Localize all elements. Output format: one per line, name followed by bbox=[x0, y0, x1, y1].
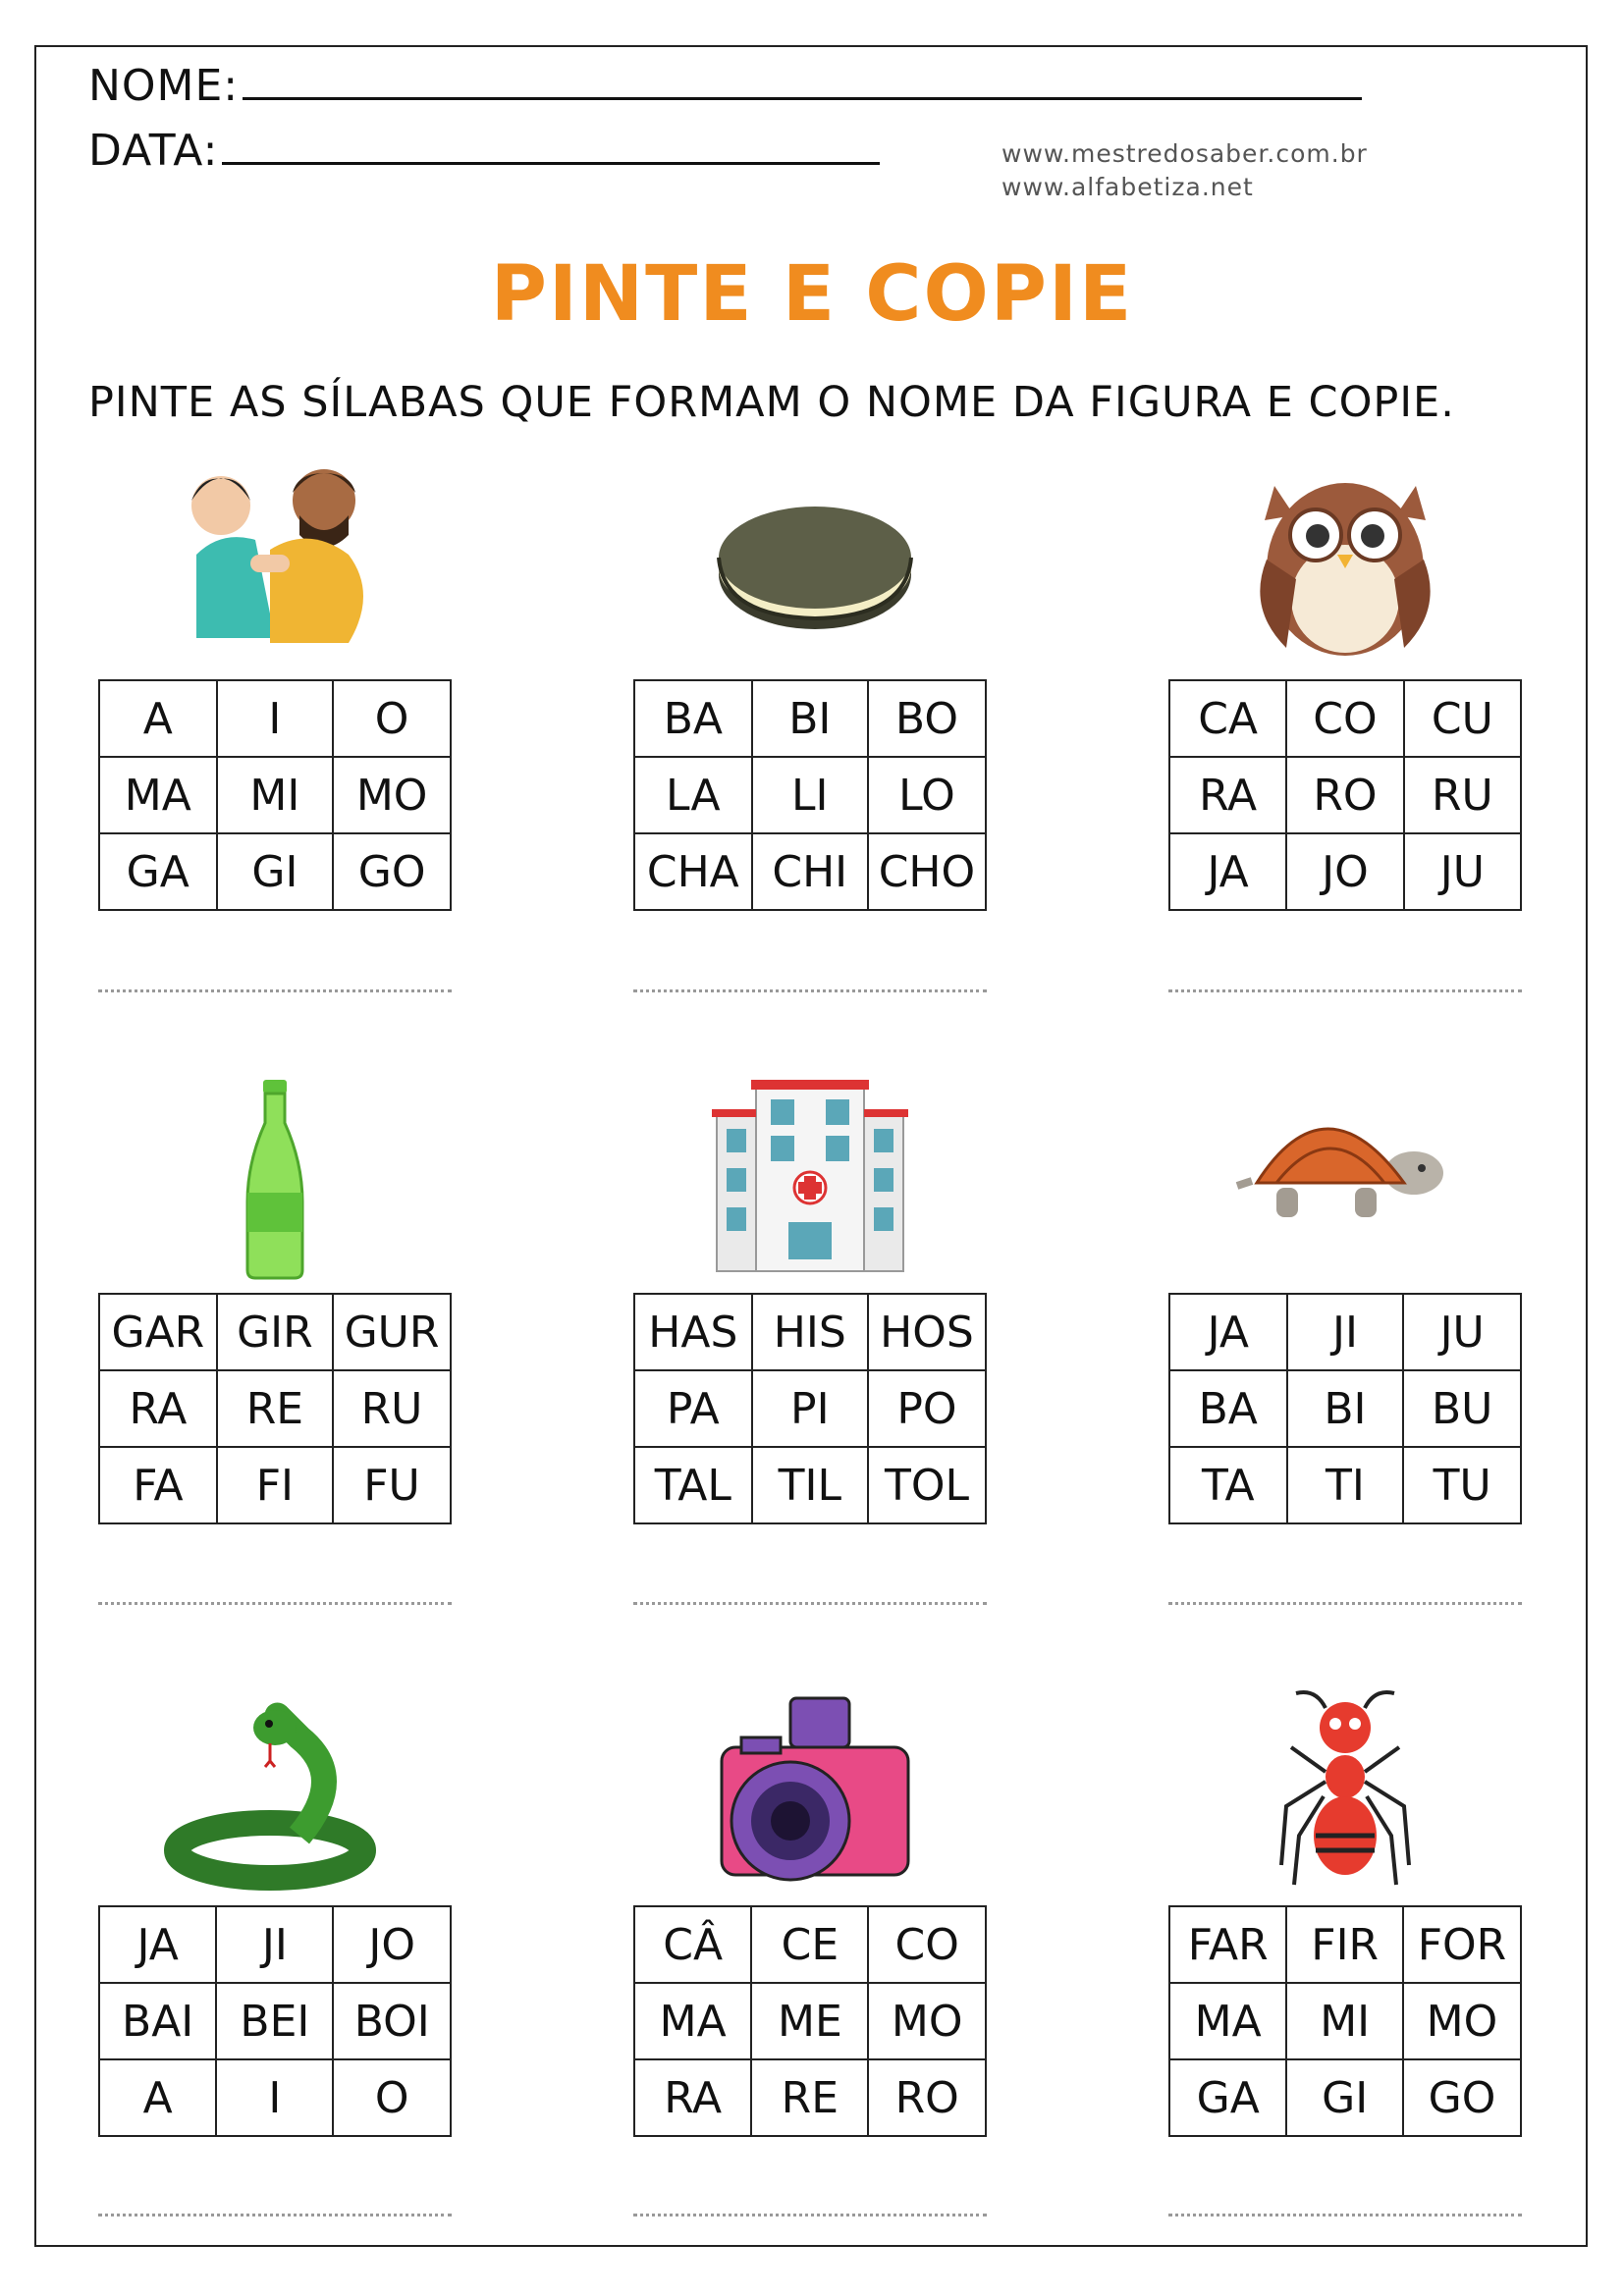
syllable-cell[interactable]: I bbox=[216, 2059, 333, 2136]
syllable-cell[interactable]: JU bbox=[1403, 1294, 1521, 1370]
syllable-grid-2 bbox=[633, 679, 987, 911]
syllable-cell[interactable]: JO bbox=[1286, 833, 1403, 910]
syllable-cell[interactable]: RE bbox=[751, 2059, 868, 2136]
name-row bbox=[88, 61, 1362, 111]
syllable-grid-7 bbox=[98, 1905, 452, 2137]
syllable-cell[interactable]: HOS bbox=[868, 1294, 986, 1370]
syllable-cell[interactable]: GO bbox=[1403, 2059, 1521, 2136]
date-label: DATA: bbox=[88, 126, 219, 176]
syllable-cell[interactable]: GI bbox=[217, 833, 334, 910]
syllable-cell[interactable]: BAI bbox=[99, 1983, 216, 2059]
syllable-cell[interactable]: BOI bbox=[333, 1983, 451, 2059]
syllable-cell[interactable]: GO bbox=[333, 833, 451, 910]
syllable-cell[interactable]: A bbox=[99, 2059, 216, 2136]
answer-line-4[interactable] bbox=[98, 1602, 452, 1605]
syllable-cell[interactable]: RA bbox=[634, 2059, 751, 2136]
syllable-cell[interactable]: BEI bbox=[216, 1983, 333, 2059]
syllable-cell[interactable]: GIR bbox=[217, 1294, 333, 1370]
syllable-cell[interactable]: CÂ bbox=[634, 1906, 751, 1983]
syllable-cell[interactable]: FA bbox=[99, 1447, 217, 1523]
instruction-text: PINTE AS SÍLABAS QUE FORMAM O NOME DA FIGURA E COPIE. bbox=[88, 378, 1455, 427]
syllable-grid-9 bbox=[1168, 1905, 1522, 2137]
syllable-cell[interactable]: I bbox=[217, 680, 334, 757]
friends-icon bbox=[98, 461, 452, 667]
syllable-cell[interactable]: BO bbox=[868, 680, 986, 757]
syllable-cell[interactable]: FOR bbox=[1403, 1906, 1521, 1983]
syllable-cell[interactable]: BA bbox=[634, 680, 752, 757]
syllable-cell[interactable]: JA bbox=[99, 1906, 216, 1983]
syllable-cell[interactable]: FI bbox=[217, 1447, 333, 1523]
syllable-cell[interactable]: TU bbox=[1403, 1447, 1521, 1523]
syllable-cell[interactable]: RU bbox=[333, 1370, 451, 1447]
camera-icon bbox=[633, 1688, 987, 1895]
hospital-icon bbox=[633, 1075, 987, 1281]
syllable-cell[interactable]: RO bbox=[868, 2059, 986, 2136]
syllable-cell[interactable]: HIS bbox=[752, 1294, 868, 1370]
syllable-cell[interactable]: MI bbox=[217, 757, 334, 833]
cookie-icon bbox=[633, 461, 987, 667]
date-line[interactable] bbox=[222, 160, 880, 165]
syllable-cell[interactable]: RE bbox=[217, 1370, 333, 1447]
syllable-cell[interactable]: GUR bbox=[333, 1294, 451, 1370]
site-link-1: www.mestredosaber.com.br bbox=[1001, 139, 1368, 168]
answer-line-3[interactable] bbox=[1168, 989, 1522, 992]
worksheet-title: PINTE E COPIE bbox=[490, 250, 1134, 339]
syllable-cell[interactable]: GA bbox=[99, 833, 217, 910]
syllable-grid-6 bbox=[1168, 1293, 1522, 1524]
answer-line-2[interactable] bbox=[633, 989, 987, 992]
syllable-cell[interactable]: BI bbox=[1287, 1370, 1404, 1447]
syllable-cell[interactable]: FAR bbox=[1169, 1906, 1286, 1983]
turtle-icon bbox=[1168, 1075, 1522, 1281]
site-link-2: www.alfabetiza.net bbox=[1001, 173, 1254, 201]
syllable-cell[interactable]: RA bbox=[99, 1370, 217, 1447]
syllable-cell[interactable]: CHA bbox=[634, 833, 752, 910]
syllable-cell[interactable]: CO bbox=[868, 1906, 986, 1983]
owl-icon bbox=[1168, 461, 1522, 667]
syllable-cell[interactable]: JI bbox=[216, 1906, 333, 1983]
syllable-cell[interactable]: HAS bbox=[634, 1294, 752, 1370]
syllable-cell[interactable]: CU bbox=[1404, 680, 1521, 757]
syllable-cell[interactable]: JO bbox=[333, 1906, 451, 1983]
answer-line-1[interactable] bbox=[98, 989, 452, 992]
syllable-grid-4 bbox=[98, 1293, 452, 1524]
syllable-cell[interactable]: GAR bbox=[99, 1294, 217, 1370]
syllable-cell[interactable]: JA bbox=[1169, 833, 1286, 910]
syllable-cell[interactable]: LO bbox=[868, 757, 986, 833]
syllable-cell[interactable]: LA bbox=[634, 757, 752, 833]
name-label: NOME: bbox=[88, 61, 240, 111]
syllable-cell[interactable]: PA bbox=[634, 1370, 752, 1447]
syllable-cell[interactable]: ME bbox=[751, 1983, 868, 2059]
syllable-cell[interactable]: PI bbox=[752, 1370, 868, 1447]
syllable-cell[interactable]: JU bbox=[1404, 833, 1521, 910]
syllable-cell[interactable]: BA bbox=[1169, 1370, 1287, 1447]
syllable-cell[interactable]: O bbox=[333, 680, 451, 757]
syllable-cell[interactable]: RA bbox=[1169, 757, 1286, 833]
syllable-grid-5 bbox=[633, 1293, 987, 1524]
syllable-cell[interactable]: BU bbox=[1403, 1370, 1521, 1447]
ant-icon bbox=[1168, 1688, 1522, 1895]
answer-line-6[interactable] bbox=[1168, 1602, 1522, 1605]
syllable-cell[interactable]: MA bbox=[99, 757, 217, 833]
syllable-grid-1 bbox=[98, 679, 452, 911]
syllable-cell[interactable]: MO bbox=[333, 757, 451, 833]
syllable-cell[interactable]: CHO bbox=[868, 833, 986, 910]
syllable-cell[interactable]: TA bbox=[1169, 1447, 1287, 1523]
answer-line-8[interactable] bbox=[633, 2214, 987, 2216]
syllable-cell[interactable]: FIR bbox=[1286, 1906, 1403, 1983]
syllable-cell[interactable]: MA bbox=[1169, 1983, 1286, 2059]
snake-icon bbox=[98, 1688, 452, 1895]
syllable-cell[interactable]: MA bbox=[634, 1983, 751, 2059]
syllable-cell[interactable]: GA bbox=[1169, 2059, 1286, 2136]
syllable-cell[interactable]: MO bbox=[868, 1983, 986, 2059]
syllable-cell[interactable]: CA bbox=[1169, 680, 1286, 757]
syllable-cell[interactable]: CHI bbox=[752, 833, 868, 910]
syllable-cell[interactable]: JA bbox=[1169, 1294, 1287, 1370]
syllable-cell[interactable]: TIL bbox=[752, 1447, 868, 1523]
syllable-cell[interactable]: PO bbox=[868, 1370, 986, 1447]
syllable-cell[interactable]: FU bbox=[333, 1447, 451, 1523]
syllable-cell[interactable]: MO bbox=[1403, 1983, 1521, 2059]
syllable-cell[interactable]: LI bbox=[752, 757, 868, 833]
syllable-cell[interactable]: MI bbox=[1286, 1983, 1403, 2059]
name-line[interactable] bbox=[243, 95, 1362, 100]
syllable-cell[interactable]: TI bbox=[1287, 1447, 1404, 1523]
syllable-cell[interactable]: JI bbox=[1287, 1294, 1404, 1370]
syllable-cell[interactable]: A bbox=[99, 680, 217, 757]
syllable-grid-8 bbox=[633, 1905, 987, 2137]
answer-line-7[interactable] bbox=[98, 2214, 452, 2216]
syllable-cell[interactable]: RO bbox=[1286, 757, 1403, 833]
date-row bbox=[88, 126, 880, 176]
answer-line-5[interactable] bbox=[633, 1602, 987, 1605]
syllable-cell[interactable]: TOL bbox=[868, 1447, 986, 1523]
syllable-cell[interactable]: RU bbox=[1404, 757, 1521, 833]
syllable-cell[interactable]: TAL bbox=[634, 1447, 752, 1523]
answer-line-9[interactable] bbox=[1168, 2214, 1522, 2216]
syllable-cell[interactable]: CE bbox=[751, 1906, 868, 1983]
syllable-cell[interactable]: BI bbox=[752, 680, 868, 757]
syllable-grid-3 bbox=[1168, 679, 1522, 911]
syllable-cell[interactable]: GI bbox=[1286, 2059, 1403, 2136]
syllable-cell[interactable]: CO bbox=[1286, 680, 1403, 757]
bottle-icon bbox=[98, 1075, 452, 1281]
syllable-cell[interactable]: O bbox=[333, 2059, 451, 2136]
